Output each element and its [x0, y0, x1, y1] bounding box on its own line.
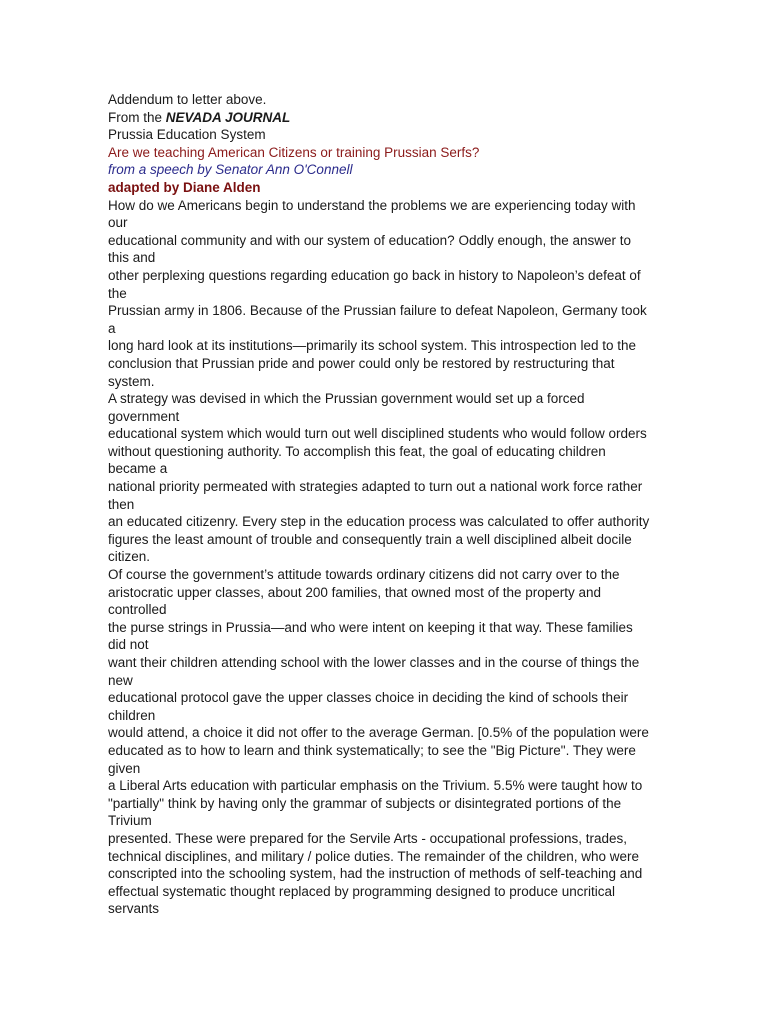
question-heading: Are we teaching American Citizens or training Prussian Serfs?	[108, 144, 480, 160]
body-line: without questioning authority. To accomplish this feat, the goal of educating children	[108, 443, 606, 459]
speech-source: from a speech by Senator Ann O'Connell	[108, 162, 353, 178]
body-line: the purse strings in Prussia—and who were intent on keeping it that way. These families	[108, 619, 633, 635]
body-line: presented. These were prepared for the Servile Arts - occupational professions, trades,	[108, 830, 628, 846]
body-line: conscripted into the schooling system, had the instruction of methods of self-teaching and	[108, 866, 643, 882]
body-line: aristocratic upper classes, about 200 families, that owned most of the property and	[108, 584, 602, 600]
body-line: A strategy was devised in which the Prussian government would set up a forced	[108, 391, 585, 407]
from-prefix: From the	[108, 109, 166, 125]
body-line: long hard look at its institutions—primarily its school system. This introspection led to the	[108, 338, 636, 354]
body-line: "partially" think by having only the grammar of subjects or disintegrated portions of the	[108, 795, 622, 811]
body-line: citizen.	[108, 549, 151, 565]
body-line: conclusion that Prussian pride and power could only be restored by restructuring that	[108, 355, 615, 371]
adapted-by: adapted by Diane Alden	[108, 179, 261, 195]
body-line: national priority permeated with strategies adapted to turn out a national work force rather	[108, 479, 643, 495]
body-line: an educated citizenry. Every step in the education process was calculated to offer authority	[108, 514, 650, 530]
body-line: Prussian army in 1806. Because of the Prussian failure to defeat Napoleon, Germany took	[108, 303, 647, 319]
body-line: this and	[108, 250, 156, 266]
body-line: want their children attending school with the lower classes and in the course of things the	[108, 655, 640, 670]
body-line: new	[108, 672, 133, 688]
body-line: a	[108, 320, 116, 336]
body-line: would attend, a choice it did not offer to the average German. [0.5% of the population were	[108, 725, 649, 741]
document-title: Prussia Education System	[108, 127, 266, 143]
source-journal-line	[108, 109, 668, 127]
body-line: a Liberal Arts education with particular emphasis on the Trivium. 5.5% were taught how to	[108, 778, 643, 794]
body-line: effectual systematic thought replaced by programming designed to produce uncritical	[108, 883, 616, 899]
body-line: How do we Americans begin to understand the problems we are experiencing today with	[108, 197, 636, 213]
body-line: the	[108, 285, 127, 301]
body-line: educated as to how to learn and think systematically; to see the "Big Picture". They were	[108, 742, 636, 758]
body-line: government	[108, 408, 180, 424]
body-line: educational system which would turn out well disciplined students who would follow orders	[108, 426, 647, 442]
body-line: servants	[108, 901, 160, 917]
document-page	[108, 91, 668, 918]
body-line: given	[108, 760, 141, 776]
body-line: Trivium	[108, 813, 152, 829]
body-line: other perplexing questions regarding education go back in history to Napoleon’s defeat of	[108, 267, 641, 283]
body-line: children	[108, 707, 156, 723]
body-line: educational protocol gave the upper classes choice in deciding the kind of schools their	[108, 690, 629, 706]
addendum-line: Addendum to letter above.	[108, 92, 267, 107]
body-line: then	[108, 496, 135, 512]
body-line: did not	[108, 637, 149, 653]
journal-name: NEVADA JOURNAL	[165, 109, 291, 125]
body-line: system.	[108, 373, 155, 389]
body-line: our	[108, 215, 128, 231]
body-line: educational community and with our system of education? Oddly enough, the answer to	[108, 232, 632, 248]
body-line: controlled	[108, 602, 167, 618]
body-line: Of course the government’s attitude towards ordinary citizens did not carry over to the	[108, 567, 620, 583]
body-text	[108, 197, 668, 918]
body-line: technical disciplines, and military / police duties. The remainder of the children, who were	[108, 848, 640, 864]
body-line: became a	[108, 461, 168, 477]
body-line: figures the least amount of trouble and consequently train a well disciplined albeit docile	[108, 531, 632, 547]
